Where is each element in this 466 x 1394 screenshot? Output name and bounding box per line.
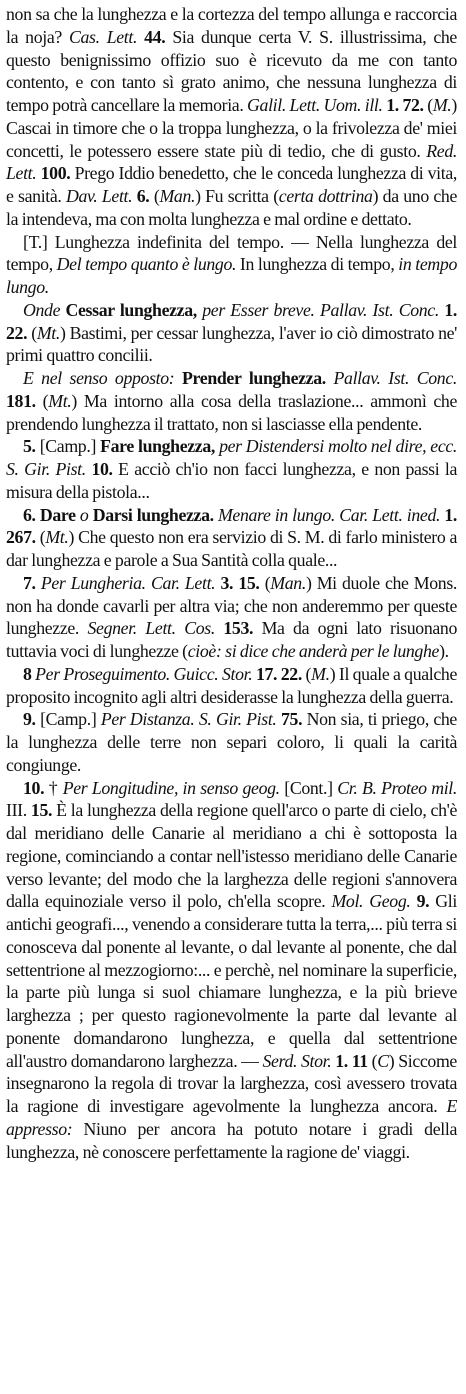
text-run: ) Cascai in timore che o la troppa lunghezza, o la frivolezza de' miei concetti, le potessero essere state più di tedio, che di gusto. — [6, 95, 457, 161]
text-run: [Cont.] — [279, 777, 338, 798]
bold-run: 1. 22. — [6, 299, 457, 343]
bold-run: 1. 72. — [386, 95, 424, 115]
text-run: E acciò ch'io non facci lunghezza, e non passi la misura della pistola... — [6, 459, 457, 502]
text-run: † — [44, 777, 63, 798]
bold-run: 9. — [23, 709, 36, 730]
text-run: ) Bastimi, per cessar lunghezza, l'aver io ciò dimostrato ne' primi quattro concilii. — [6, 322, 458, 366]
italic-run: Onde — [23, 299, 61, 320]
text-run: ( — [35, 527, 46, 548]
italic-run: Pallav. Ist. Conc. — [333, 368, 457, 388]
italic-run: o — [79, 504, 89, 525]
text-run: non sa che la lunghezza e la cortezza del tempo allunga e raccorcia la noja? — [6, 4, 457, 47]
italic-run: Cas. Lett. — [68, 26, 138, 47]
dictionary-paragraph — [6, 3, 457, 231]
italic-run: cioè: si dice che anderà per le lunghe — [187, 641, 440, 661]
bold-run: 44. — [144, 26, 166, 47]
italic-run: E appresso: — [6, 1096, 457, 1139]
dictionary-paragraph — [6, 708, 457, 776]
bold-run: 7. — [23, 572, 36, 593]
dictionary-paragraph — [6, 663, 457, 709]
bold-run: 153. — [223, 618, 254, 639]
bold-run: 17. 22. — [255, 663, 302, 684]
italic-run: E nel senso opposto: — [23, 368, 175, 388]
dictionary-paragraph — [6, 504, 457, 572]
italic-run: in tempo lungo. — [6, 254, 457, 297]
dictionary-paragraph — [6, 572, 457, 663]
italic-run: Per Proseguimento. Guicc. Stor. — [35, 663, 253, 684]
bold-run: 15. — [30, 800, 53, 821]
italic-run: C — [377, 1050, 389, 1071]
italic-run: Serd. Stor. — [262, 1050, 332, 1071]
bold-run: 8 — [23, 663, 32, 684]
bold-run: Prender lunghezza. — [182, 368, 326, 388]
italic-run: Menare in lungo. Car. Lett. ined. — [217, 504, 441, 525]
text-run: È la lunghezza della regione quell'arco o parte di cielo, ch'è dal meridiano delle Canarie al meridiano a chi è sottoposta la regione, cominciando a contar nell'istesso meridiano delle Canarie verso levante; del modo che la larghezza delle regioni s'annovera dalla equinoziale verso il polo, ch'ella scopre. — [6, 800, 458, 912]
bold-run: 75. — [280, 709, 303, 730]
text-run: ( — [301, 663, 312, 684]
dictionary-paragraph — [6, 299, 457, 367]
text-run: Gli antichi geografi..., venendo a considerare tutta la terra,... più terra si conosceva dal ponente al levante, o dal levante al ponente, che dal settentrione al mezzogiorno:... e perchè, nel nominare la superficie, la parte più lunga si suol chiamare lunghezza, e la più brieve larghezza ; per questo ragionevolmente la parte dal levante al ponente domandarono lunghezza, e quella dal settentrione all'austro domandarono larghezza. — — [6, 891, 457, 1071]
bold-run: 6. — [136, 186, 150, 206]
text-run: ( — [27, 322, 37, 343]
italic-run: Cr. B. Proteo mil. — [337, 777, 457, 798]
italic-run: Del tempo quanto è lungo. — [56, 254, 237, 275]
italic-run: Per Longitudine, in senso geog. — [62, 777, 280, 798]
italic-run: Mol. Geog. — [331, 891, 411, 912]
text-run: ( — [259, 572, 271, 593]
italic-run: Mt. — [45, 527, 69, 548]
text-run: ( — [367, 1050, 378, 1071]
bold-run: Fare lunghezza, — [100, 436, 215, 457]
italic-run: Man. — [159, 186, 196, 206]
bold-run: 5. — [23, 436, 36, 457]
text-run: ) Siccome insegnarono la regola di trovar la larghezza, così avessero trovata la ragione di investigare agevolmente la lunghezza ancora. — [6, 1050, 457, 1116]
italic-run: M. — [432, 95, 452, 115]
text-run: ( — [35, 390, 49, 411]
text-run: ) Ma intorno alla cosa della traslazione... ammonì che prendendo lunghezza il trattato, non si lasciasse ella pendente. — [6, 390, 458, 434]
text-run: ). — [439, 641, 449, 661]
bold-run: 9. — [416, 891, 430, 912]
italic-run: Mt. — [36, 322, 60, 343]
text-run: [Camp.] — [35, 709, 101, 730]
bold-run: 1. 267. — [6, 504, 457, 548]
text-run — [326, 368, 334, 388]
italic-run: Red. Lett. — [6, 140, 457, 184]
bold-run: Darsi lunghezza. — [92, 504, 214, 525]
dictionary-paragraph — [6, 777, 457, 1164]
italic-run: Per Lungheria. Car. Lett. — [40, 572, 216, 593]
bold-run: 100. — [40, 163, 71, 184]
text-run: Ma da ogni lato risuonano tuttavia voci di lunghezze ( — [6, 618, 457, 661]
italic-run: Per Distanza. S. Gir. Pist. — [100, 709, 277, 730]
text-run: ) da uno che la intendeva, ma con molta lunghezza e mal ordine e dettato. — [6, 186, 457, 229]
dictionary-paragraph — [6, 231, 457, 299]
italic-run: Dav. Lett. — [66, 186, 133, 206]
italic-run: certa dottrina — [278, 186, 373, 206]
text-run: ( — [423, 95, 433, 115]
bold-run: 3. 15. — [220, 572, 260, 593]
bold-run: 1. 11 — [335, 1050, 368, 1071]
text-run: Sia dunque certa V. S. illustrissima, che questo benignissimo offizio suo è ricevuto da me con tanto contento, e con tanto sì grato animo, che nessuna lunghezza di tempo potrà cancellare la memoria. — [6, 26, 457, 115]
italic-run: M. — [311, 663, 330, 684]
italic-run: per Distendersi molto nel dire, ecc. S. Gir. Pist. — [6, 436, 457, 479]
text-run: ) Il quale a qualche proposito incognito agli altri desiderasse la lunghezza della guerra. — [6, 663, 457, 707]
italic-run: Man. — [270, 572, 306, 593]
italic-run: Mt. — [48, 390, 72, 411]
text-run: Niuno per ancora ha potuto notare i gradi della lunghezza, nè conoscere perfettamente la ragione de' viaggi. — [6, 1118, 457, 1162]
bold-run: Cessar lunghezza, — [65, 299, 197, 320]
bold-run: 10. — [91, 459, 113, 479]
text-run — [174, 368, 182, 388]
bold-run: 10. — [23, 777, 45, 798]
bold-run: 6. Dare — [23, 504, 76, 525]
italic-run: Segner. Lett. Cos. — [87, 618, 215, 639]
dictionary-paragraph — [6, 367, 457, 435]
text-run: Prego Iddio benedetto, che le conceda lunghezza di vita, e sanità. — [6, 163, 457, 206]
text-run: ( — [149, 186, 160, 206]
italic-run: per Esser breve. Pallav. Ist. Conc. — [202, 299, 439, 320]
dictionary-paragraph — [6, 435, 457, 503]
text-run: ) Fu scritta ( — [195, 186, 279, 206]
text-run: ) Mi duole che Mons. non ha donde cavarli per altra via; che non anderemmo per queste lunghezze. — [6, 572, 457, 639]
text-run: In lunghezza di tempo, — [236, 254, 399, 275]
text-run: ) Che questo non era servizio di S. M. di farlo ministero a dar lunghezza e parole a Sua Santità colla quale... — [6, 527, 457, 570]
bold-run: 181. — [6, 390, 36, 411]
text-run: [Camp.] — [35, 436, 101, 457]
italic-run: Galil. Lett. Uom. ill. — [247, 95, 383, 115]
text-run: III. — [6, 800, 31, 821]
text-run: Non sia, ti priego, che la lunghezza delle terre non separi coloro, li quali la carità congiunge. — [6, 709, 457, 775]
text-run: [T.] Lunghezza indefinita del tempo. — Nella lunghezza del tempo, — [6, 231, 457, 275]
